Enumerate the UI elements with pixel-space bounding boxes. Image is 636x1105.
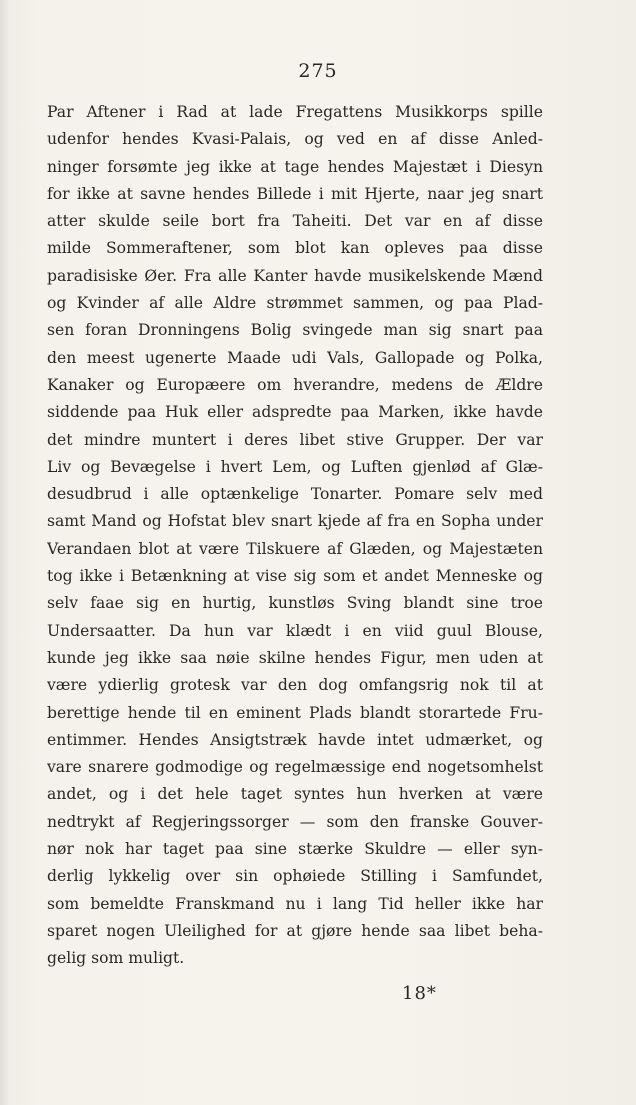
text-line: andet, og i det hele taget syntes hun hverken at være xyxy=(47,785,543,804)
text-line: sparet nogen Uleilighed for at gjøre hende saa libet beha- xyxy=(47,921,543,940)
text-line: desudbrud i alle optænkelige Tonarter. Pomare selv med xyxy=(47,485,543,504)
text-line: milde Sommeraftener, som blot kan opleves paa disse xyxy=(47,239,543,258)
text-line: som bemeldte Franskmand nu i lang Tid heller ikke har xyxy=(47,894,543,913)
text-line: derlig lykkelig over sin ophøiede Stilling i Samfundet, xyxy=(47,867,543,886)
text-line: selv faae sig en hurtig, kunstløs Sving blandt sine troe xyxy=(47,594,543,613)
text-line: være ydierlig grotesk var den dog omfangsrig nok til at xyxy=(47,676,543,695)
text-line: Kanaker og Europæere om hverandre, medens de Ældre xyxy=(47,375,543,394)
text-line: kunde jeg ikke saa nøie skilne hendes Figur, men uden at xyxy=(47,648,543,667)
text-line: Verandaen blot at være Tilskuere af Glæden, og Majestæten xyxy=(47,539,543,558)
text-line: atter skulde seile bort fra Taheiti. Det var en af disse xyxy=(47,212,543,231)
text-line: den meest ugenerte Maade udi Vals, Gallopade og Polka, xyxy=(47,348,543,367)
text-line: tog ikke i Betænkning at vise sig som et andet Menneske og xyxy=(47,567,543,586)
text-line: entimmer. Hendes Ansigtstræk havde intet udmærket, og xyxy=(47,730,543,749)
text-line: vare snarere godmodige og regelmæssige end nogetsomhelst xyxy=(47,758,543,777)
signature-mark: 18* xyxy=(402,983,437,1004)
text-line: sen foran Dronningens Bolig svingede man sig snart paa xyxy=(47,321,543,340)
text-line-last: gelig som muligt. xyxy=(47,949,185,968)
text-line: for ikke at savne hendes Billede i mit Hjerte, naar jeg snart xyxy=(47,184,543,203)
text-line: nedtrykt af Regjeringssorger — som den franske Gouver- xyxy=(47,812,543,831)
text-line: siddende paa Huk eller adspredte paa Marken, ikke havde xyxy=(47,403,543,422)
text-line: Par Aftener i Rad at lade Fregattens Musikkorps spille xyxy=(47,103,543,121)
text-line: samt Mand og Hofstat blev snart kjede af fra en Sopha under xyxy=(47,512,543,531)
body-text xyxy=(47,99,543,973)
text-line: og Kvinder af alle Aldre strømmet sammen, og paa Plad- xyxy=(47,294,543,313)
text-line: det mindre muntert i deres libet stive Grupper. Der var xyxy=(47,430,543,449)
page-edge-shadow xyxy=(0,0,10,1105)
text-line: Liv og Bevægelse i hvert Lem, og Luften gjenlød af Glæ- xyxy=(47,457,543,476)
text-line: Undersaatter. Da hun var klædt i en viid guul Blouse, xyxy=(47,621,543,640)
text-line: udenfor hendes Kvasi-Palais, og ved en af disse Anled- xyxy=(47,130,543,149)
page-number: 275 xyxy=(298,60,338,82)
text-line: berettige hende til en eminent Plads blandt storartede Fru- xyxy=(47,703,543,722)
text-line: ninger forsømte jeg ikke at tage hendes Majestæt i Diesyn xyxy=(47,157,543,176)
text-line: paradisiske Øer. Fra alle Kanter havde musikelskende Mænd xyxy=(47,266,543,285)
text-line: nør nok har taget paa sine stærke Skuldre — eller syn- xyxy=(47,840,543,859)
